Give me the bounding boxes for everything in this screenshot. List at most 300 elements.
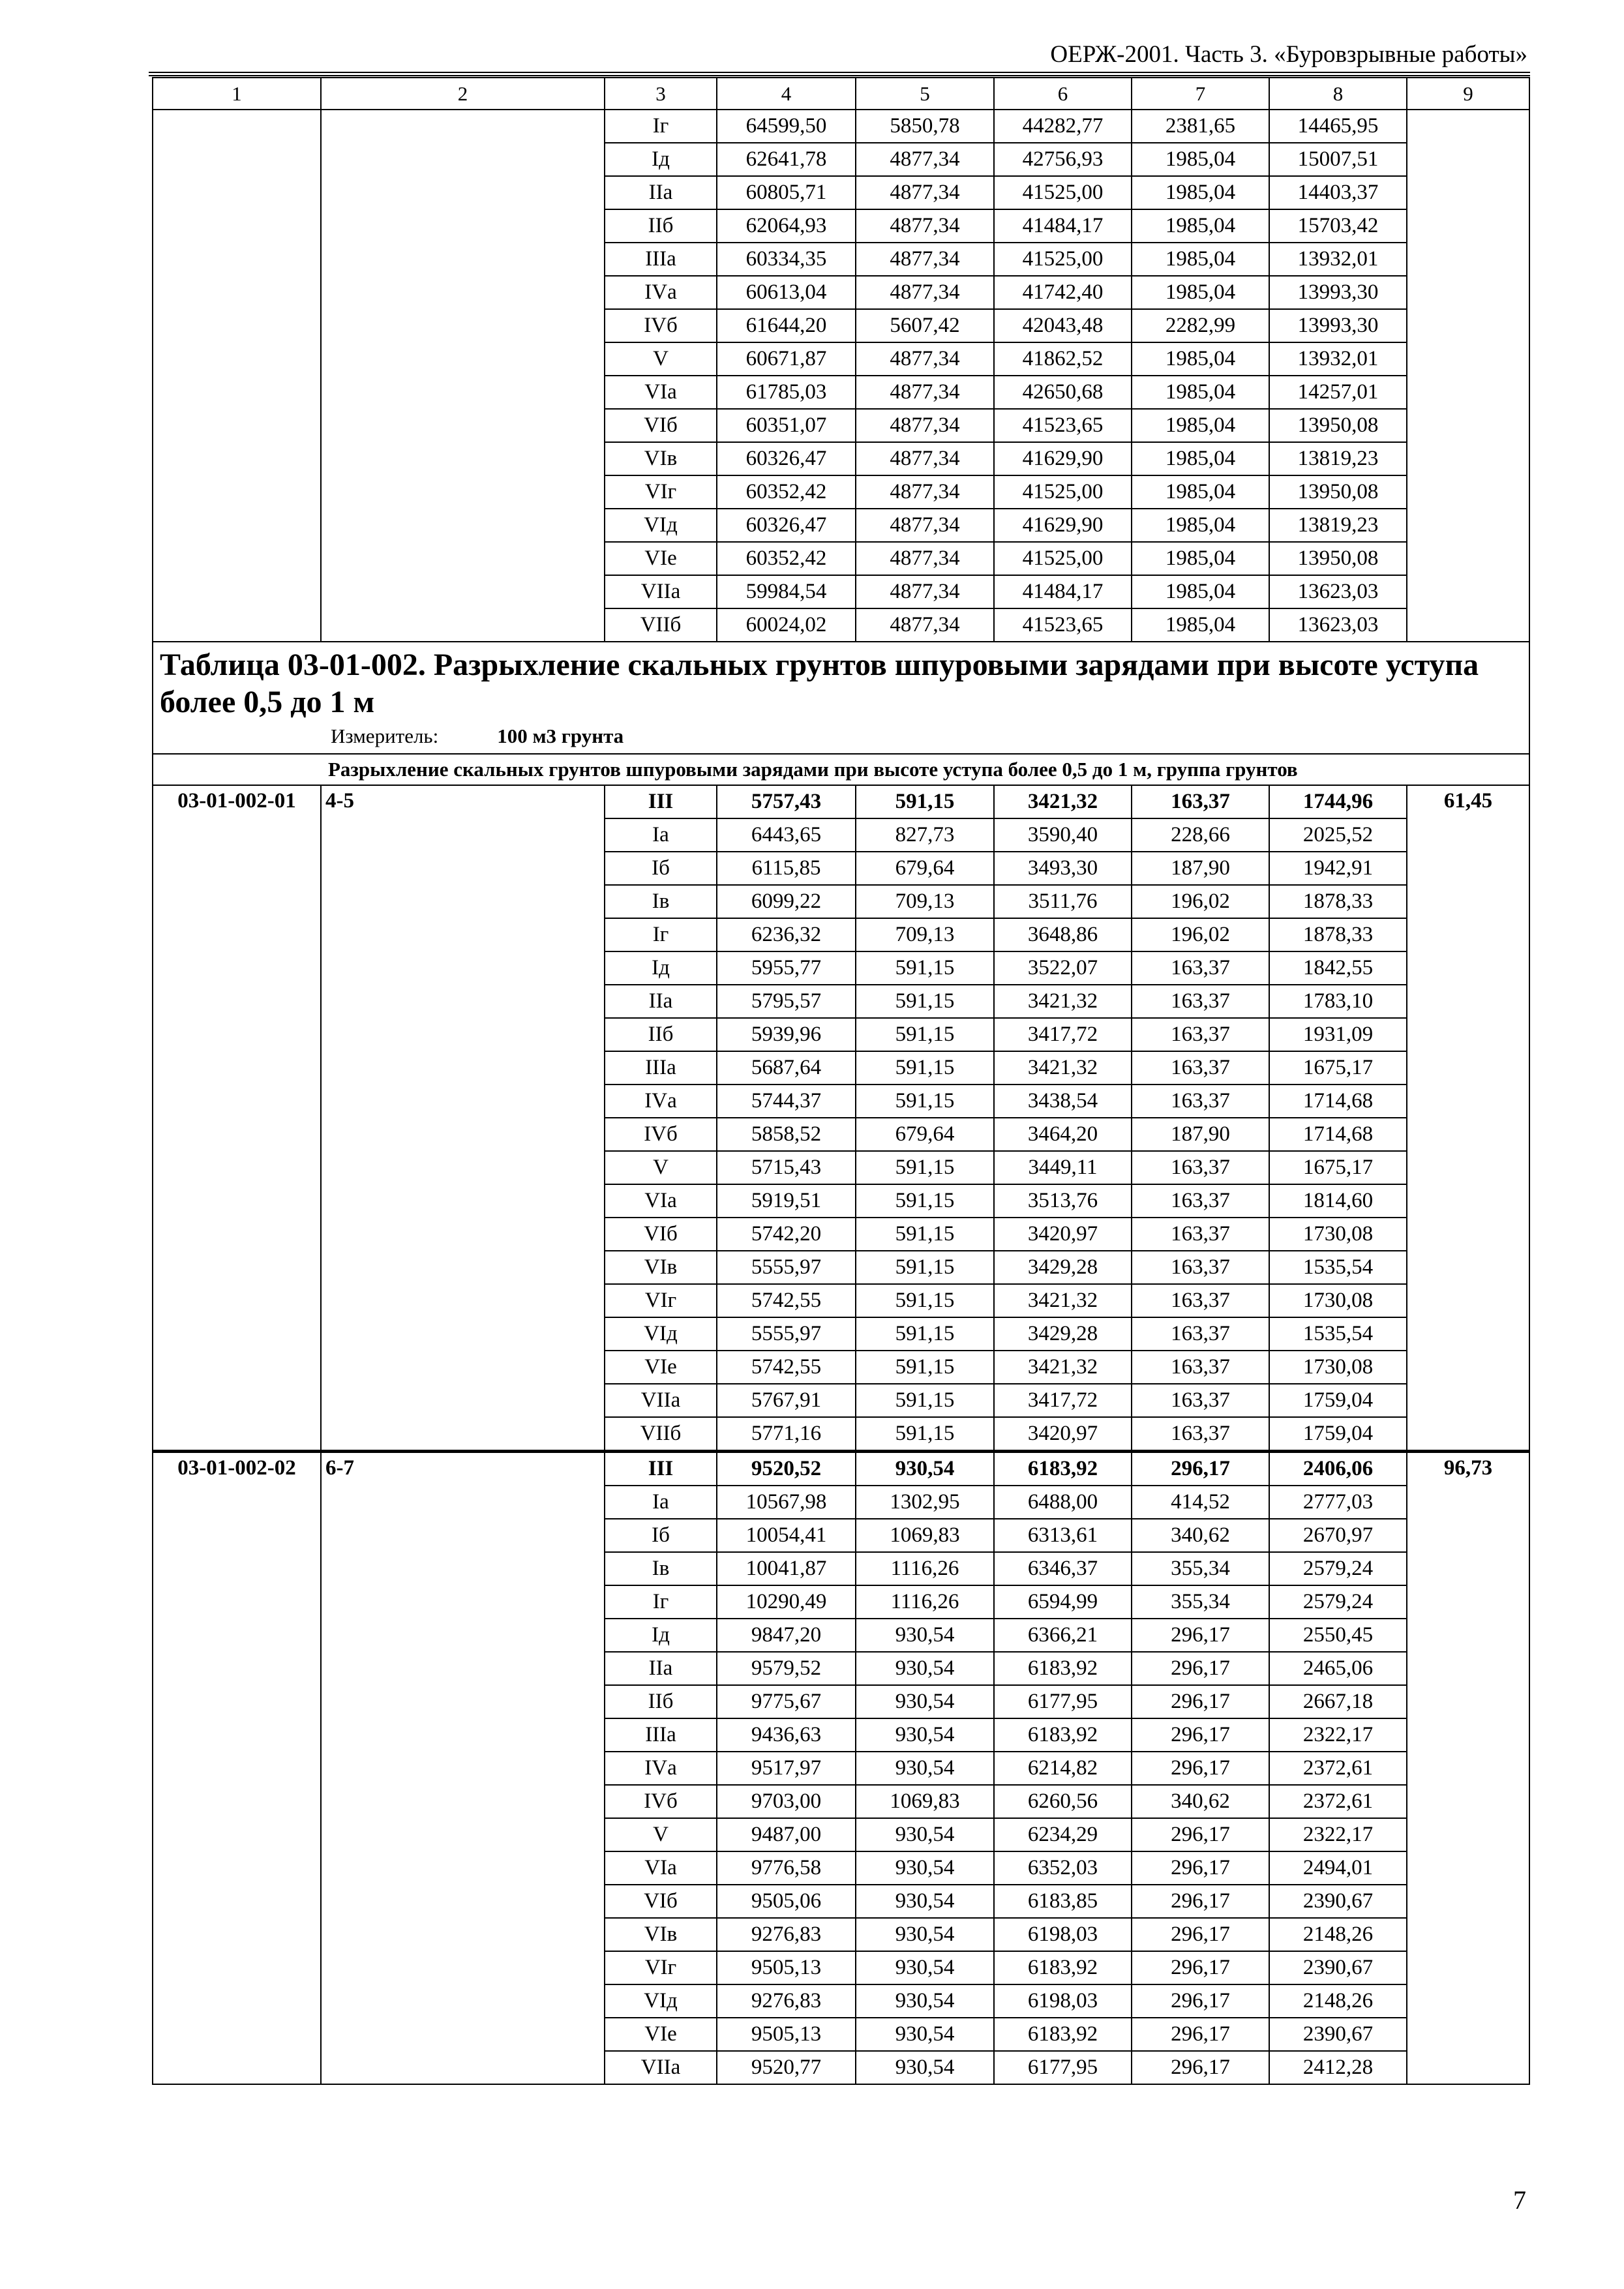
table-row xyxy=(153,985,1529,1018)
value-cell: 1783,10 xyxy=(1269,985,1407,1018)
value-cell: 41525,00 xyxy=(994,176,1132,209)
value-cell: IVа xyxy=(605,276,717,309)
value-cell: IIб xyxy=(605,1685,717,1718)
value-cell: VIIб xyxy=(605,1417,717,1452)
group-cell xyxy=(321,1184,605,1218)
table-row xyxy=(153,1351,1529,1384)
code-cell xyxy=(153,1851,321,1885)
value-cell: 3648,86 xyxy=(994,918,1132,951)
value-cell: 340,62 xyxy=(1132,1785,1269,1818)
code-cell: 03-01-002-02 xyxy=(153,1452,321,1486)
value-cell: 5687,64 xyxy=(717,1051,856,1085)
value-cell: 1931,09 xyxy=(1269,1018,1407,1051)
value-cell: VIв xyxy=(605,1251,717,1284)
value-cell: 591,15 xyxy=(856,951,994,985)
value-cell: VIе xyxy=(605,542,717,575)
table-row xyxy=(153,1752,1529,1785)
value-cell: 59984,54 xyxy=(717,575,856,608)
col9-cell xyxy=(1407,1685,1529,1718)
value-cell: 679,64 xyxy=(856,852,994,885)
code-cell xyxy=(153,1284,321,1317)
value-cell: 3522,07 xyxy=(994,951,1132,985)
group-cell xyxy=(321,1918,605,1951)
norms-table xyxy=(152,77,1530,2085)
value-cell: 41742,40 xyxy=(994,276,1132,309)
value-cell: 1714,68 xyxy=(1269,1118,1407,1151)
value-cell: 10041,87 xyxy=(717,1552,856,1585)
col9-cell xyxy=(1407,1918,1529,1951)
group-cell xyxy=(321,1785,605,1818)
col9-cell xyxy=(1407,409,1529,442)
col9-cell xyxy=(1407,1151,1529,1184)
group-cell xyxy=(321,1685,605,1718)
group-cell: 4-5 xyxy=(321,785,605,818)
code-cell xyxy=(153,885,321,918)
value-cell: 2381,65 xyxy=(1132,110,1269,143)
value-cell: 9276,83 xyxy=(717,1984,856,2018)
value-cell: 591,15 xyxy=(856,785,994,818)
col9-cell: 96,73 xyxy=(1407,1452,1529,1486)
group-cell xyxy=(321,1284,605,1317)
value-cell: 9520,77 xyxy=(717,2051,856,2084)
value-cell: 591,15 xyxy=(856,1218,994,1251)
value-cell: 2322,17 xyxy=(1269,1718,1407,1752)
column-number: 3 xyxy=(605,78,717,110)
table-row xyxy=(153,2051,1529,2084)
value-cell: 44282,77 xyxy=(994,110,1132,143)
value-cell: 1985,04 xyxy=(1132,143,1269,176)
value-cell: 41484,17 xyxy=(994,575,1132,608)
value-cell: 296,17 xyxy=(1132,1718,1269,1752)
code-cell xyxy=(153,1184,321,1218)
code-cell xyxy=(153,818,321,852)
value-cell: 5715,43 xyxy=(717,1151,856,1184)
group-cell xyxy=(321,1351,605,1384)
column-number: 8 xyxy=(1269,78,1407,110)
col9-cell xyxy=(1407,852,1529,885)
code-cell xyxy=(153,852,321,885)
group-cell xyxy=(321,1018,605,1051)
col9-cell xyxy=(1407,1519,1529,1552)
table-row xyxy=(153,1785,1529,1818)
value-cell: 6183,85 xyxy=(994,1885,1132,1918)
group-cell xyxy=(321,885,605,918)
col9-cell xyxy=(1407,1951,1529,1984)
value-cell: 41629,90 xyxy=(994,509,1132,542)
value-cell: 1714,68 xyxy=(1269,1085,1407,1118)
col9-cell xyxy=(1407,376,1529,409)
value-cell: 6260,56 xyxy=(994,1785,1132,1818)
value-cell: 5939,96 xyxy=(717,1018,856,1051)
value-cell: 60671,87 xyxy=(717,342,856,376)
value-cell: 60024,02 xyxy=(717,608,856,642)
value-cell: 3590,40 xyxy=(994,818,1132,852)
value-cell: 6352,03 xyxy=(994,1851,1132,1885)
value-cell: 163,37 xyxy=(1132,1184,1269,1218)
col9-cell xyxy=(1407,1552,1529,1585)
value-cell: Iа xyxy=(605,1486,717,1519)
value-cell: VIе xyxy=(605,2018,717,2051)
col9-cell xyxy=(1407,1486,1529,1519)
group-cell xyxy=(321,475,605,509)
value-cell: 163,37 xyxy=(1132,1317,1269,1351)
value-cell: 355,34 xyxy=(1132,1585,1269,1619)
value-cell: 1985,04 xyxy=(1132,243,1269,276)
col9-cell xyxy=(1407,1417,1529,1452)
column-number-row xyxy=(153,78,1529,110)
value-cell: 9505,06 xyxy=(717,1885,856,1918)
value-cell: 6183,92 xyxy=(994,1452,1132,1486)
table-caption xyxy=(153,642,1529,754)
value-cell: 1942,91 xyxy=(1269,852,1407,885)
value-cell: 3421,32 xyxy=(994,785,1132,818)
table-title: Таблица 03-01-002. Разрыхление скальных грунтов шпуровыми зарядами при высоте уступа более 0,5 до 1 м xyxy=(160,648,1479,719)
value-cell: 1675,17 xyxy=(1269,1151,1407,1184)
col9-cell xyxy=(1407,2018,1529,2051)
value-cell: 5742,55 xyxy=(717,1351,856,1384)
value-cell: VIIб xyxy=(605,608,717,642)
value-cell: 13623,03 xyxy=(1269,575,1407,608)
table-row xyxy=(153,376,1529,409)
group-cell xyxy=(321,918,605,951)
value-cell: 13950,08 xyxy=(1269,409,1407,442)
table-row xyxy=(153,1417,1529,1452)
code-cell xyxy=(153,509,321,542)
table-row xyxy=(153,575,1529,608)
value-cell: 41525,00 xyxy=(994,542,1132,575)
value-cell: 41484,17 xyxy=(994,209,1132,243)
value-cell: 2412,28 xyxy=(1269,2051,1407,2084)
value-cell: 163,37 xyxy=(1132,1151,1269,1184)
value-cell: 62064,93 xyxy=(717,209,856,243)
group-cell xyxy=(321,110,605,143)
value-cell: 41862,52 xyxy=(994,342,1132,376)
value-cell: VIIа xyxy=(605,2051,717,2084)
value-cell: 6488,00 xyxy=(994,1486,1132,1519)
value-cell: III xyxy=(605,785,717,818)
value-cell: 296,17 xyxy=(1132,1984,1269,2018)
value-cell: 1878,33 xyxy=(1269,918,1407,951)
value-cell: 296,17 xyxy=(1132,1752,1269,1785)
value-cell: 4877,34 xyxy=(856,176,994,209)
value-cell: 13819,23 xyxy=(1269,442,1407,475)
col9-cell xyxy=(1407,442,1529,475)
value-cell: Iд xyxy=(605,143,717,176)
value-cell: 163,37 xyxy=(1132,1251,1269,1284)
value-cell: 930,54 xyxy=(856,2018,994,2051)
value-cell: 42650,68 xyxy=(994,376,1132,409)
value-cell: 13932,01 xyxy=(1269,243,1407,276)
value-cell: 5744,37 xyxy=(717,1085,856,1118)
table-row xyxy=(153,852,1529,885)
table-row xyxy=(153,1317,1529,1351)
value-cell: 6313,61 xyxy=(994,1519,1132,1552)
value-cell: VIб xyxy=(605,1218,717,1251)
table-body xyxy=(153,78,1529,2084)
value-cell: 2148,26 xyxy=(1269,1984,1407,2018)
value-cell: VIд xyxy=(605,1317,717,1351)
value-cell: VIIа xyxy=(605,575,717,608)
value-cell: 62641,78 xyxy=(717,143,856,176)
table-row xyxy=(153,1284,1529,1317)
table-row xyxy=(153,1519,1529,1552)
value-cell: 6198,03 xyxy=(994,1984,1132,2018)
value-cell: 6183,92 xyxy=(994,1652,1132,1685)
table-subtitle-row xyxy=(153,754,1529,785)
value-cell: 1985,04 xyxy=(1132,342,1269,376)
code-cell xyxy=(153,176,321,209)
column-number: 6 xyxy=(994,78,1132,110)
value-cell: 296,17 xyxy=(1132,1818,1269,1851)
value-cell: 163,37 xyxy=(1132,1284,1269,1317)
group-cell xyxy=(321,409,605,442)
value-cell: VIд xyxy=(605,509,717,542)
value-cell: 591,15 xyxy=(856,1151,994,1184)
value-cell: 3511,76 xyxy=(994,885,1132,918)
value-cell: Iв xyxy=(605,1552,717,1585)
table-row xyxy=(153,442,1529,475)
group-cell xyxy=(321,1851,605,1885)
value-cell: 3464,20 xyxy=(994,1118,1132,1151)
value-cell: 296,17 xyxy=(1132,1652,1269,1685)
value-cell: 163,37 xyxy=(1132,1351,1269,1384)
group-cell xyxy=(321,209,605,243)
value-cell: 3421,32 xyxy=(994,1351,1132,1384)
value-cell: 187,90 xyxy=(1132,1118,1269,1151)
value-cell: 6443,65 xyxy=(717,818,856,852)
code-cell xyxy=(153,1818,321,1851)
col9-cell xyxy=(1407,209,1529,243)
table-row xyxy=(153,1619,1529,1652)
value-cell: Iд xyxy=(605,951,717,985)
value-cell: 4877,34 xyxy=(856,376,994,409)
group-cell xyxy=(321,176,605,209)
value-cell: VIб xyxy=(605,1885,717,1918)
value-cell: 13950,08 xyxy=(1269,475,1407,509)
value-cell: 340,62 xyxy=(1132,1519,1269,1552)
code-cell xyxy=(153,1051,321,1085)
value-cell: 6183,92 xyxy=(994,2018,1132,2051)
code-cell: 03-01-002-01 xyxy=(153,785,321,818)
value-cell: 14403,37 xyxy=(1269,176,1407,209)
document-header: ОЕРЖ-2001. Часть 3. «Буровзрывные работы» xyxy=(1050,41,1527,68)
value-cell: 163,37 xyxy=(1132,1417,1269,1452)
value-cell: 4877,34 xyxy=(856,276,994,309)
value-cell: 2025,52 xyxy=(1269,818,1407,852)
value-cell: 1675,17 xyxy=(1269,1051,1407,1085)
col9-cell xyxy=(1407,1384,1529,1417)
value-cell: 296,17 xyxy=(1132,2018,1269,2051)
code-cell xyxy=(153,1685,321,1718)
value-cell: 5742,20 xyxy=(717,1218,856,1251)
table-row xyxy=(153,1885,1529,1918)
table-row xyxy=(153,409,1529,442)
col9-cell xyxy=(1407,309,1529,342)
group-cell xyxy=(321,309,605,342)
table-row xyxy=(153,1085,1529,1118)
value-cell: 3421,32 xyxy=(994,985,1132,1018)
value-cell: 6183,92 xyxy=(994,1951,1132,1984)
col9-cell xyxy=(1407,276,1529,309)
value-cell: 591,15 xyxy=(856,1018,994,1051)
col9-cell xyxy=(1407,1785,1529,1818)
value-cell: 2670,97 xyxy=(1269,1519,1407,1552)
value-cell: 42043,48 xyxy=(994,309,1132,342)
column-number: 1 xyxy=(153,78,321,110)
table-row xyxy=(153,918,1529,951)
group-cell xyxy=(321,1552,605,1585)
value-cell: 4877,34 xyxy=(856,342,994,376)
value-cell: 3449,11 xyxy=(994,1151,1132,1184)
code-cell xyxy=(153,1752,321,1785)
group-cell xyxy=(321,1118,605,1151)
value-cell: 6234,29 xyxy=(994,1818,1132,1851)
value-cell: 1842,55 xyxy=(1269,951,1407,985)
value-cell: 61785,03 xyxy=(717,376,856,409)
value-cell: 1814,60 xyxy=(1269,1184,1407,1218)
value-cell: 5858,52 xyxy=(717,1118,856,1151)
value-cell: 9776,58 xyxy=(717,1851,856,1885)
col9-cell xyxy=(1407,342,1529,376)
value-cell: 228,66 xyxy=(1132,818,1269,852)
group-cell xyxy=(321,243,605,276)
col9-cell xyxy=(1407,608,1529,642)
group-cell xyxy=(321,818,605,852)
value-cell: 163,37 xyxy=(1132,785,1269,818)
value-cell: VIг xyxy=(605,1284,717,1317)
value-cell: 930,54 xyxy=(856,1752,994,1785)
code-cell xyxy=(153,1652,321,1685)
table-row xyxy=(153,1251,1529,1284)
value-cell: 15703,42 xyxy=(1269,209,1407,243)
code-cell xyxy=(153,1785,321,1818)
value-cell: IIа xyxy=(605,985,717,1018)
value-cell: 2390,67 xyxy=(1269,2018,1407,2051)
value-cell: 196,02 xyxy=(1132,918,1269,951)
value-cell: 2494,01 xyxy=(1269,1851,1407,1885)
group-cell xyxy=(321,1251,605,1284)
value-cell: 2282,99 xyxy=(1132,309,1269,342)
value-cell: 6594,99 xyxy=(994,1585,1132,1619)
value-cell: 13950,08 xyxy=(1269,542,1407,575)
col9-cell xyxy=(1407,475,1529,509)
value-cell: 9520,52 xyxy=(717,1452,856,1486)
value-cell: 3417,72 xyxy=(994,1018,1132,1051)
code-cell xyxy=(153,309,321,342)
value-cell: Iа xyxy=(605,818,717,852)
table-row xyxy=(153,1652,1529,1685)
group-cell xyxy=(321,143,605,176)
col9-cell: 61,45 xyxy=(1407,785,1529,818)
code-cell xyxy=(153,1151,321,1184)
table-row xyxy=(153,1918,1529,1951)
value-cell: 1744,96 xyxy=(1269,785,1407,818)
code-cell xyxy=(153,1519,321,1552)
value-cell: 60352,42 xyxy=(717,475,856,509)
value-cell: 6236,32 xyxy=(717,918,856,951)
col9-cell xyxy=(1407,1718,1529,1752)
value-cell: VIе xyxy=(605,1351,717,1384)
group-cell xyxy=(321,1585,605,1619)
col9-cell xyxy=(1407,1851,1529,1885)
value-cell: 60613,04 xyxy=(717,276,856,309)
value-cell: 2148,26 xyxy=(1269,1918,1407,1951)
table-row xyxy=(153,110,1529,143)
group-cell xyxy=(321,276,605,309)
value-cell: 4877,34 xyxy=(856,243,994,276)
value-cell: 296,17 xyxy=(1132,1885,1269,1918)
value-cell: 4877,34 xyxy=(856,575,994,608)
column-number: 4 xyxy=(717,78,856,110)
column-number: 7 xyxy=(1132,78,1269,110)
value-cell: 10290,49 xyxy=(717,1585,856,1619)
column-number: 9 xyxy=(1407,78,1529,110)
value-cell: 2579,24 xyxy=(1269,1552,1407,1585)
value-cell: 41525,00 xyxy=(994,475,1132,509)
col9-cell xyxy=(1407,1818,1529,1851)
value-cell: 2579,24 xyxy=(1269,1585,1407,1619)
table-row xyxy=(153,542,1529,575)
col9-cell xyxy=(1407,1218,1529,1251)
code-cell xyxy=(153,1718,321,1752)
value-cell: Iг xyxy=(605,1585,717,1619)
table-row xyxy=(153,1984,1529,2018)
table-row xyxy=(153,1018,1529,1051)
value-cell: 3438,54 xyxy=(994,1085,1132,1118)
value-cell: 1730,08 xyxy=(1269,1351,1407,1384)
value-cell: 1985,04 xyxy=(1132,608,1269,642)
col9-cell xyxy=(1407,110,1529,143)
col9-cell xyxy=(1407,918,1529,951)
group-cell xyxy=(321,852,605,885)
group-cell xyxy=(321,608,605,642)
group-cell xyxy=(321,509,605,542)
table-row xyxy=(153,1486,1529,1519)
value-cell: 5771,16 xyxy=(717,1417,856,1452)
table-row xyxy=(153,1151,1529,1184)
col9-cell xyxy=(1407,1752,1529,1785)
value-cell: 15007,51 xyxy=(1269,143,1407,176)
value-cell: 9505,13 xyxy=(717,2018,856,2051)
value-cell: 5850,78 xyxy=(856,110,994,143)
table-row xyxy=(153,1552,1529,1585)
value-cell: 4877,34 xyxy=(856,509,994,542)
value-cell: 709,13 xyxy=(856,885,994,918)
col9-cell xyxy=(1407,818,1529,852)
group-cell xyxy=(321,1519,605,1552)
value-cell: IIа xyxy=(605,1652,717,1685)
value-cell: 13932,01 xyxy=(1269,342,1407,376)
value-cell: 296,17 xyxy=(1132,2051,1269,2084)
value-cell: 1116,26 xyxy=(856,1585,994,1619)
value-cell: 2390,67 xyxy=(1269,1885,1407,1918)
value-cell: 1116,26 xyxy=(856,1552,994,1585)
value-cell: 296,17 xyxy=(1132,1619,1269,1652)
code-cell xyxy=(153,2051,321,2084)
col9-cell xyxy=(1407,509,1529,542)
group-cell xyxy=(321,1085,605,1118)
table-subtitle: Разрыхление скальных грунтов шпуровыми зарядами при высоте уступа более 0,5 до 1 м, группа грунтов xyxy=(153,754,1529,785)
group-cell xyxy=(321,1818,605,1851)
value-cell: VIIа xyxy=(605,1384,717,1417)
code-cell xyxy=(153,1351,321,1384)
group-cell xyxy=(321,1752,605,1785)
value-cell: VIа xyxy=(605,376,717,409)
value-cell: Iб xyxy=(605,852,717,885)
value-cell: 414,52 xyxy=(1132,1486,1269,1519)
code-cell xyxy=(153,1552,321,1585)
code-cell xyxy=(153,1118,321,1151)
